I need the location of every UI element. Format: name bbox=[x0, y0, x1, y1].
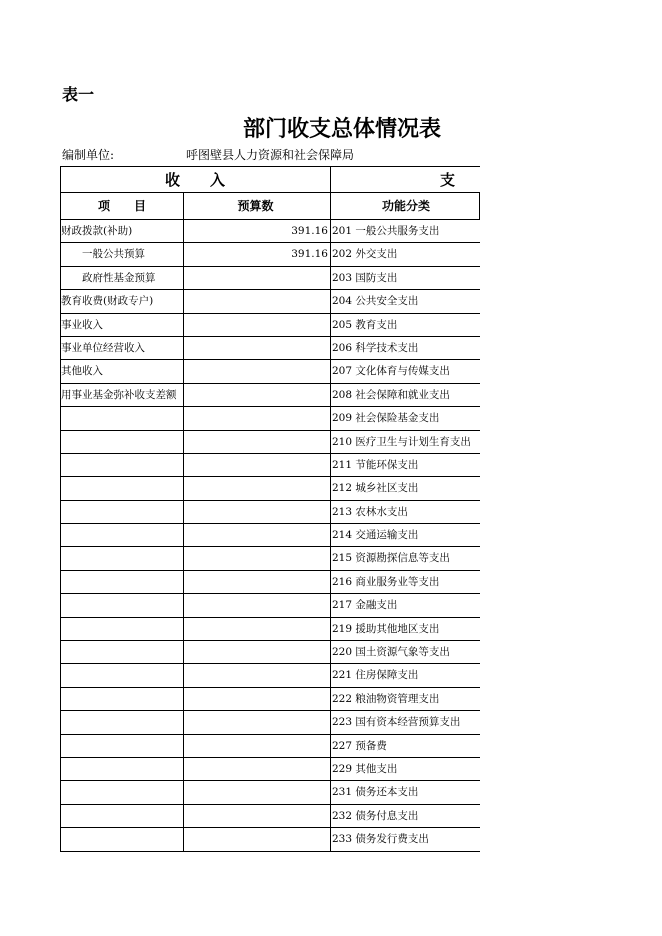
row-function-cell: 205 教育支出 bbox=[332, 318, 398, 331]
row-item-cell: 财政拨款(补助) bbox=[61, 225, 133, 237]
row-item-cell bbox=[60, 407, 183, 429]
table-row bbox=[60, 314, 480, 337]
row-amount-cell bbox=[183, 407, 330, 429]
row-function-cell: 208 社会保障和就业支出 bbox=[332, 388, 450, 401]
table-row bbox=[60, 641, 480, 664]
budget-table bbox=[60, 166, 480, 852]
row-function-cell: 207 文化体育与传媒支出 bbox=[332, 365, 450, 378]
row-item-cell bbox=[60, 431, 183, 453]
table-row bbox=[60, 711, 480, 734]
table-row bbox=[60, 664, 480, 687]
row-item-cell: 用事业基金弥补收支差额 bbox=[61, 388, 177, 401]
row-function-cell: 222 粮油物资管理支出 bbox=[332, 692, 440, 705]
table-row bbox=[60, 524, 480, 547]
table-row bbox=[60, 290, 480, 313]
row-item-cell bbox=[60, 781, 183, 803]
row-item-cell bbox=[60, 664, 183, 686]
row-function-cell: 227 预备费 bbox=[332, 739, 387, 752]
row-function-cell: 229 其他支出 bbox=[332, 762, 398, 775]
page-title: 部门收支总体情况表 bbox=[242, 117, 441, 142]
table-row bbox=[60, 828, 480, 851]
row-function-cell: 221 住房保障支出 bbox=[332, 669, 419, 682]
row-function-cell: 213 农林水支出 bbox=[332, 505, 408, 518]
row-amount-cell bbox=[183, 618, 330, 640]
grid-line bbox=[60, 166, 61, 852]
row-amount-cell bbox=[183, 431, 330, 453]
row-function-cell: 231 债务还本支出 bbox=[332, 786, 419, 799]
table-row bbox=[60, 501, 480, 524]
row-amount-cell bbox=[183, 267, 330, 289]
row-function-cell: 233 债务发行费支出 bbox=[332, 833, 429, 846]
row-item-cell bbox=[60, 805, 183, 827]
row-function-cell: 206 科学技术支出 bbox=[332, 341, 419, 354]
row-item-cell bbox=[60, 454, 183, 476]
table-row bbox=[60, 360, 480, 383]
table-row bbox=[60, 267, 480, 290]
table-row bbox=[60, 220, 480, 243]
table-row bbox=[60, 758, 480, 781]
unit-value: 呼图壁县人力资源和社会保障局 bbox=[186, 148, 355, 162]
grid-line bbox=[479, 193, 480, 220]
row-amount-cell bbox=[183, 290, 330, 312]
row-item-cell: 事业单位经营收入 bbox=[61, 341, 145, 354]
row-function-cell: 215 资源勘探信息等支出 bbox=[332, 552, 450, 565]
row-function-cell: 211 节能环保支出 bbox=[332, 458, 419, 471]
row-function-cell: 209 社会保险基金支出 bbox=[332, 412, 440, 425]
row-item-cell: 政府性基金预算 bbox=[82, 271, 156, 284]
grid-line bbox=[330, 166, 331, 852]
row-amount-cell bbox=[183, 805, 330, 827]
budget-column-header: 预算数 bbox=[237, 199, 274, 213]
row-amount-cell bbox=[183, 360, 330, 382]
row-amount-cell: 391.16 bbox=[291, 248, 328, 261]
row-function-cell: 216 商业服务业等支出 bbox=[332, 575, 440, 588]
table-row bbox=[60, 594, 480, 617]
table-row bbox=[60, 571, 480, 594]
row-function-cell: 204 公共安全支出 bbox=[332, 295, 419, 308]
table-row bbox=[60, 454, 480, 477]
income-header: 收 入 bbox=[164, 171, 225, 189]
row-function-cell: 217 金融支出 bbox=[332, 599, 398, 612]
table-row bbox=[60, 337, 480, 360]
row-item-cell bbox=[60, 547, 183, 569]
table-row bbox=[60, 688, 480, 711]
row-amount-cell bbox=[183, 688, 330, 710]
row-amount-cell bbox=[183, 664, 330, 686]
row-amount-cell: 391.16 bbox=[291, 225, 328, 237]
row-amount-cell bbox=[183, 337, 330, 359]
row-item-cell bbox=[60, 571, 183, 593]
row-amount-cell bbox=[183, 781, 330, 803]
row-item-cell bbox=[60, 828, 183, 850]
row-amount-cell bbox=[183, 594, 330, 616]
row-item-cell: 事业收入 bbox=[61, 318, 103, 331]
table-row bbox=[60, 618, 480, 641]
row-amount-cell bbox=[183, 547, 330, 569]
row-amount-cell bbox=[183, 711, 330, 733]
table-row bbox=[60, 735, 480, 758]
row-item-cell bbox=[60, 711, 183, 733]
row-function-cell: 219 援助其他地区支出 bbox=[332, 622, 440, 635]
table-row bbox=[60, 805, 480, 828]
header-row-columns bbox=[60, 193, 480, 220]
row-item-cell: 教育收费(财政专户) bbox=[61, 295, 154, 308]
row-function-cell: 223 国有资本经营预算支出 bbox=[332, 716, 461, 729]
row-amount-cell bbox=[183, 524, 330, 546]
row-item-cell bbox=[60, 501, 183, 523]
expense-header: 支 bbox=[440, 171, 456, 189]
row-amount-cell bbox=[183, 758, 330, 780]
row-function-cell: 202 外交支出 bbox=[332, 248, 398, 261]
row-amount-cell bbox=[183, 384, 330, 406]
row-function-cell: 220 国土资源气象等支出 bbox=[332, 646, 450, 659]
row-item-cell: 一般公共预算 bbox=[82, 248, 145, 261]
table-row bbox=[60, 431, 480, 454]
table-row bbox=[60, 477, 480, 500]
row-item-cell bbox=[60, 688, 183, 710]
table-label: 表一 bbox=[62, 85, 95, 104]
row-function-cell: 214 交通运输支出 bbox=[332, 529, 419, 542]
row-item-cell bbox=[60, 758, 183, 780]
row-amount-cell bbox=[183, 571, 330, 593]
row-function-cell: 201 一般公共服务支出 bbox=[332, 225, 440, 237]
row-amount-cell bbox=[183, 454, 330, 476]
row-amount-cell bbox=[183, 641, 330, 663]
grid-line bbox=[183, 193, 184, 852]
table-row bbox=[60, 384, 480, 407]
unit-label: 编制单位: bbox=[62, 148, 115, 162]
table-row bbox=[60, 243, 480, 266]
row-amount-cell bbox=[183, 735, 330, 757]
row-function-cell: 212 城乡社区支出 bbox=[332, 482, 419, 495]
row-function-cell: 232 债务付息支出 bbox=[332, 809, 419, 822]
row-item-cell bbox=[60, 524, 183, 546]
table-body bbox=[60, 220, 480, 852]
row-item-cell bbox=[60, 641, 183, 663]
row-item-cell: 其他收入 bbox=[61, 365, 103, 378]
table-row bbox=[60, 781, 480, 804]
table-row bbox=[60, 407, 480, 430]
row-item-cell bbox=[60, 477, 183, 499]
function-column-header: 功能分类 bbox=[381, 199, 430, 213]
row-amount-cell bbox=[183, 501, 330, 523]
row-item-cell bbox=[60, 594, 183, 616]
row-amount-cell bbox=[183, 828, 330, 850]
row-amount-cell bbox=[183, 314, 330, 336]
row-item-cell bbox=[60, 618, 183, 640]
row-amount-cell bbox=[183, 477, 330, 499]
item-column-header: 项 目 bbox=[97, 199, 146, 213]
header-row-group bbox=[60, 166, 480, 193]
row-item-cell bbox=[60, 735, 183, 757]
table-row bbox=[60, 547, 480, 570]
row-function-cell: 203 国防支出 bbox=[332, 271, 398, 284]
row-function-cell: 210 医疗卫生与计划生育支出 bbox=[332, 435, 471, 448]
